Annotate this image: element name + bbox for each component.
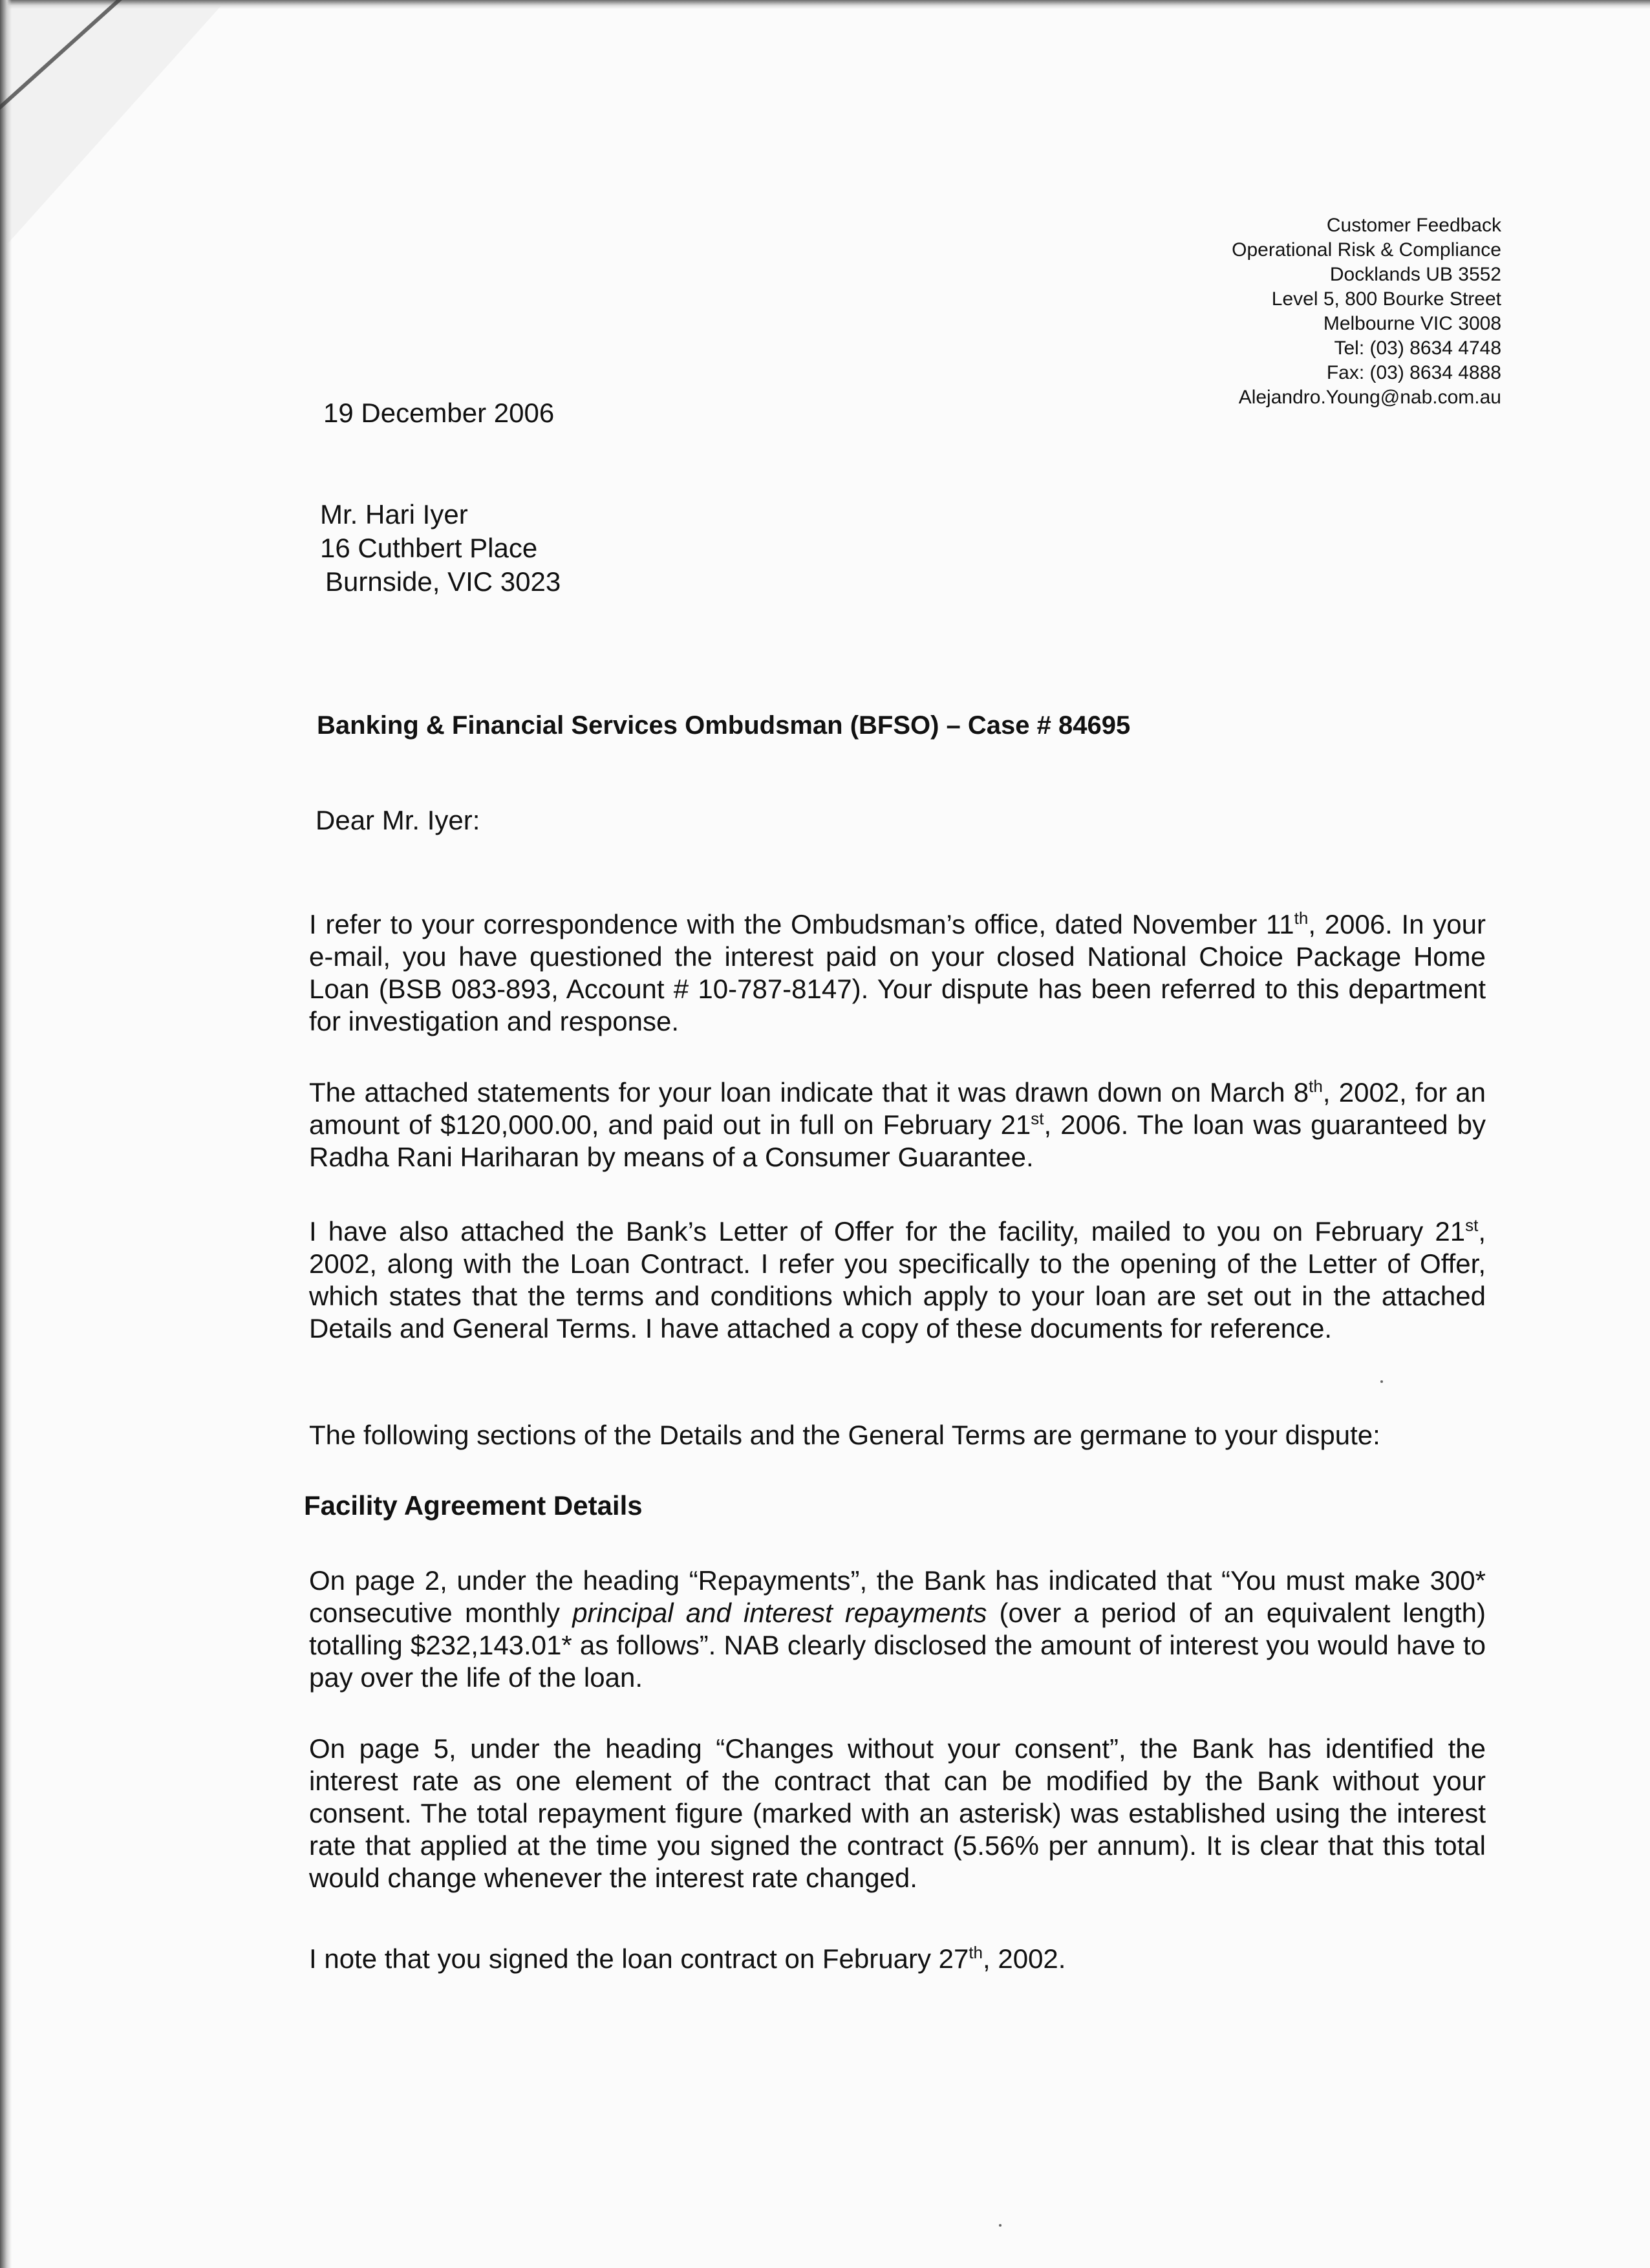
paragraph-5-text-b: (over a period of an equivalent length) totalling $232,143.01* as follows”. NAB clearly disclosed the amount of interest you would have to pay over the life of the loan. [309, 1598, 1486, 1693]
paragraph-2-sup-b: st [1031, 1109, 1044, 1128]
recipient-address-block [320, 498, 561, 599]
paragraph-1-text-a: I refer to your correspondence with the Ombudsman’s office, dated November 11 [309, 909, 1294, 939]
paragraph-2-sup-a: th [1309, 1076, 1323, 1096]
paragraph-1-text-b: , 2006. In your e-mail, you have questioned the interest paid on your closed National Choice Package Home Loan (BSB 083-893, Account # 10-787-8147). Your dispute has been referred to this department for investigation and response. [309, 909, 1486, 1036]
paragraph-2-text-b: , 2002, for an amount of $120,000.00, and paid out in full on February 21 [309, 1077, 1486, 1140]
scan-speck [1380, 1380, 1383, 1383]
sender-address-block [1232, 213, 1501, 410]
paragraph-5 [309, 1565, 1486, 1694]
sender-unit: Operational Risk & Compliance [1232, 239, 1501, 261]
paragraph-7 [309, 1943, 1486, 1975]
paragraph-2-text-a: The attached statements for your loan indicate that it was drawn down on March 8 [309, 1077, 1309, 1107]
letter-date: 19 December 2006 [323, 398, 555, 428]
paragraph-3-sup: st [1465, 1215, 1479, 1235]
salutation: Dear Mr. Iyer: [316, 805, 480, 835]
paragraph-3-text-a: I have also attached the Bank’s Letter of Offer for the facility, mailed to you on February 21 [309, 1216, 1466, 1246]
sender-email: Alejandro.Young@nab.com.au [1238, 387, 1501, 408]
recipient-street: 16 Cuthbert Place [320, 533, 538, 563]
paragraph-6: On page 5, under the heading “Changes without your consent”, the Bank has identified the interest rate as one element of the contract that can be modified by the Bank without your consent. The total repayment figure (marked with an asterisk) was established using the interest rate that applied at the time you signed the contract (5.56% per annum). It is clear that this total would change whenever the interest rate changed. [309, 1733, 1486, 1893]
recipient-name: Mr. Hari Iyer [320, 499, 468, 530]
paragraph-3-text-b: , 2002, along with the Loan Contract. I refer you specifically to the opening of the Letter of Offer, which states that the terms and conditions which apply to your loan are set out in the attached Details and General Terms. I have attached a copy of these documents for reference. [309, 1216, 1486, 1343]
scan-edge-top [0, 0, 1650, 9]
paragraph-1-sup: th [1294, 908, 1309, 928]
sender-fax: Fax: (03) 8634 4888 [1326, 362, 1501, 383]
paragraph-5-italic: principal and interest repayments [572, 1598, 987, 1628]
paragraph-4: The following sections of the Details and the General Terms are germane to your dispute: [309, 1420, 1380, 1450]
paragraph-2-text-c: , 2006. The loan was guaranteed by Radha Rani Hariharan by means of a Consumer Guarantee. [309, 1109, 1486, 1172]
page-fold-shadow [0, 0, 226, 252]
section-heading: Facility Agreement Details [304, 1490, 643, 1521]
paragraph-7-text-b: , 2002. [983, 1943, 1066, 1974]
sender-city: Melbourne VIC 3008 [1323, 313, 1501, 334]
scan-edge-left [0, 0, 12, 2268]
paragraph-1 [309, 908, 1486, 1038]
paragraph-7-sup: th [969, 1943, 983, 1962]
paragraph-3 [309, 1215, 1486, 1345]
scan-speck [999, 2224, 1002, 2227]
sender-department: Customer Feedback [1326, 215, 1501, 236]
paragraph-7-text-a: I note that you signed the loan contract on February 27 [309, 1943, 969, 1974]
paragraph-2 [309, 1076, 1486, 1173]
sender-street: Level 5, 800 Bourke Street [1271, 288, 1501, 310]
subject-line: Banking & Financial Services Ombudsman (BFSO) – Case # 84695 [317, 711, 1131, 740]
sender-phone: Tel: (03) 8634 4748 [1334, 337, 1501, 359]
sender-building: Docklands UB 3552 [1329, 264, 1501, 285]
recipient-city: Burnside, VIC 3023 [325, 566, 561, 597]
paragraph-5-text-a: On page 2, under the heading “Repayments”, the Bank has indicated that “You must make 300* consecutive monthly [309, 1565, 1486, 1628]
